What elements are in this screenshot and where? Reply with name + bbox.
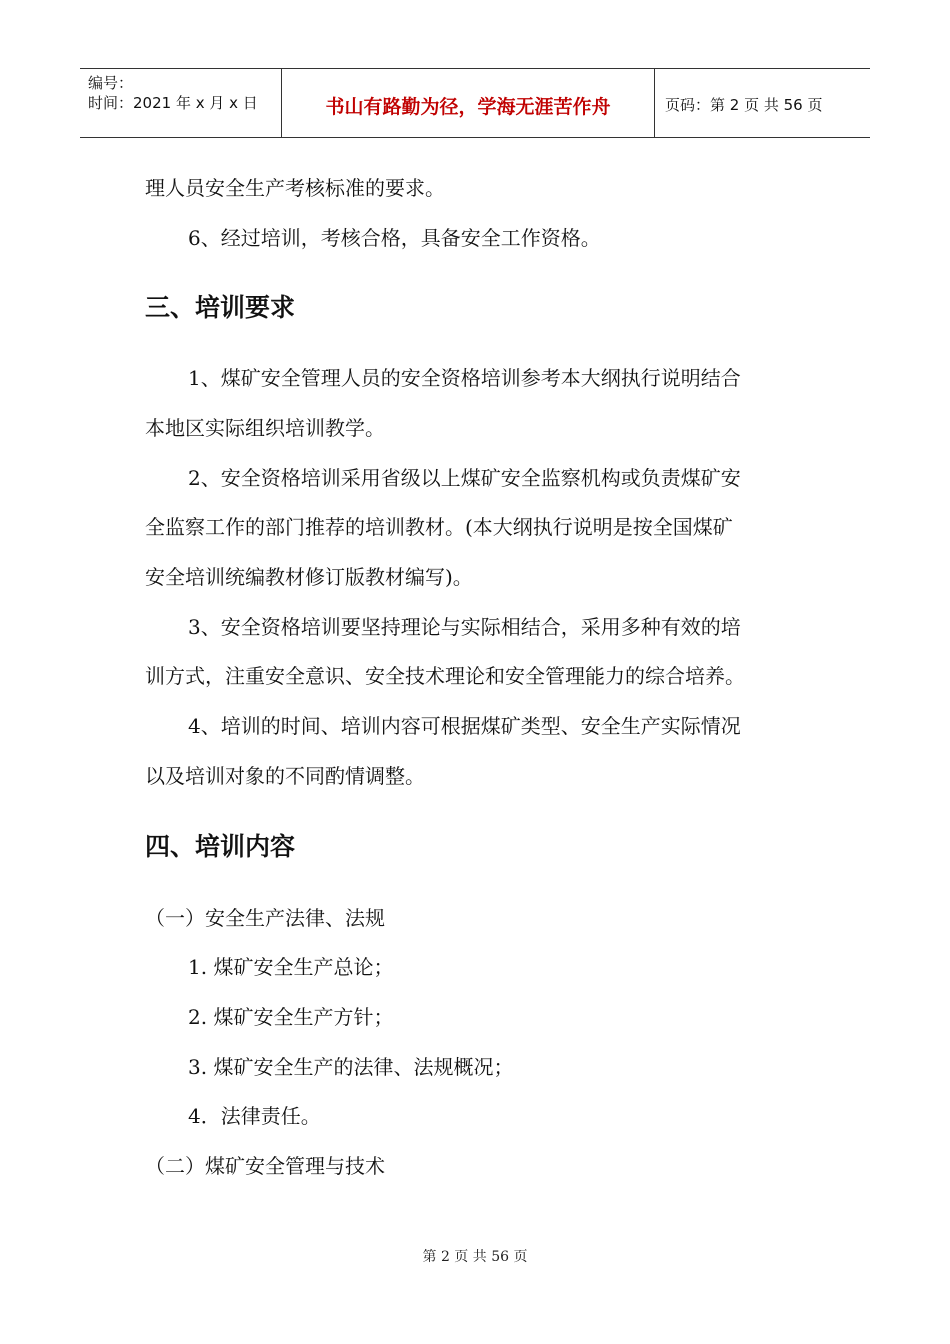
- paragraph-line: 本地区实际组织培训教学。: [145, 416, 385, 440]
- header-meta-cell: [80, 69, 282, 137]
- section-heading: 三、培训要求: [145, 293, 296, 322]
- paragraph-line: 6、经过培训，考核合格，具备安全工作资格。: [188, 226, 601, 250]
- list-item: 3. 煤矿安全生产的法律、法规概况；: [188, 1055, 514, 1079]
- paragraph-line: 4、培训的时间、培训内容可根据煤矿类型、安全生产实际情况: [188, 714, 741, 738]
- document-date-label: 时间：2021 年 x 月 x 日: [88, 94, 258, 112]
- list-item: 1. 煤矿安全生产总论；: [188, 955, 394, 979]
- paragraph-line: 理人员安全生产考核标准的要求。: [145, 176, 445, 200]
- paragraph-line: 安全培训统编教材修订版教材编写)。: [145, 565, 473, 589]
- paragraph-line: 2、安全资格培训采用省级以上煤矿安全监察机构或负责煤矿安: [188, 466, 741, 490]
- subsection-heading: （一）安全生产法律、法规: [145, 906, 385, 930]
- section-heading: 四、培训内容: [145, 832, 296, 861]
- paragraph-line: 1、煤矿安全管理人员的安全资格培训参考本大纲执行说明结合: [188, 366, 741, 390]
- subsection-heading: （二）煤矿安全管理与技术: [145, 1154, 385, 1178]
- paragraph-line: 全监察工作的部门推荐的培训教材。(本大纲执行说明是按全国煤矿: [145, 515, 733, 539]
- page-header: [80, 68, 870, 138]
- list-item: 2. 煤矿安全生产方针；: [188, 1005, 394, 1029]
- paragraph-line: 3、安全资格培训要坚持理论与实际相结合，采用多种有效的培: [188, 615, 741, 639]
- document-number-label: 编号：: [88, 74, 134, 92]
- paragraph-line: 以及培训对象的不同酌情调整。: [145, 764, 425, 788]
- header-page-info: 页码：第 2 页 共 56 页: [665, 95, 823, 114]
- page-footer: 第 2 页 共 56 页: [422, 1249, 528, 1265]
- paragraph-line: 训方式，注重安全意识、安全技术理论和安全管理能力的综合培养。: [145, 664, 745, 688]
- list-item: 4．法律责任。: [188, 1104, 321, 1128]
- header-motto: 书山有路勤为径，学海无涯苦作舟: [282, 69, 655, 137]
